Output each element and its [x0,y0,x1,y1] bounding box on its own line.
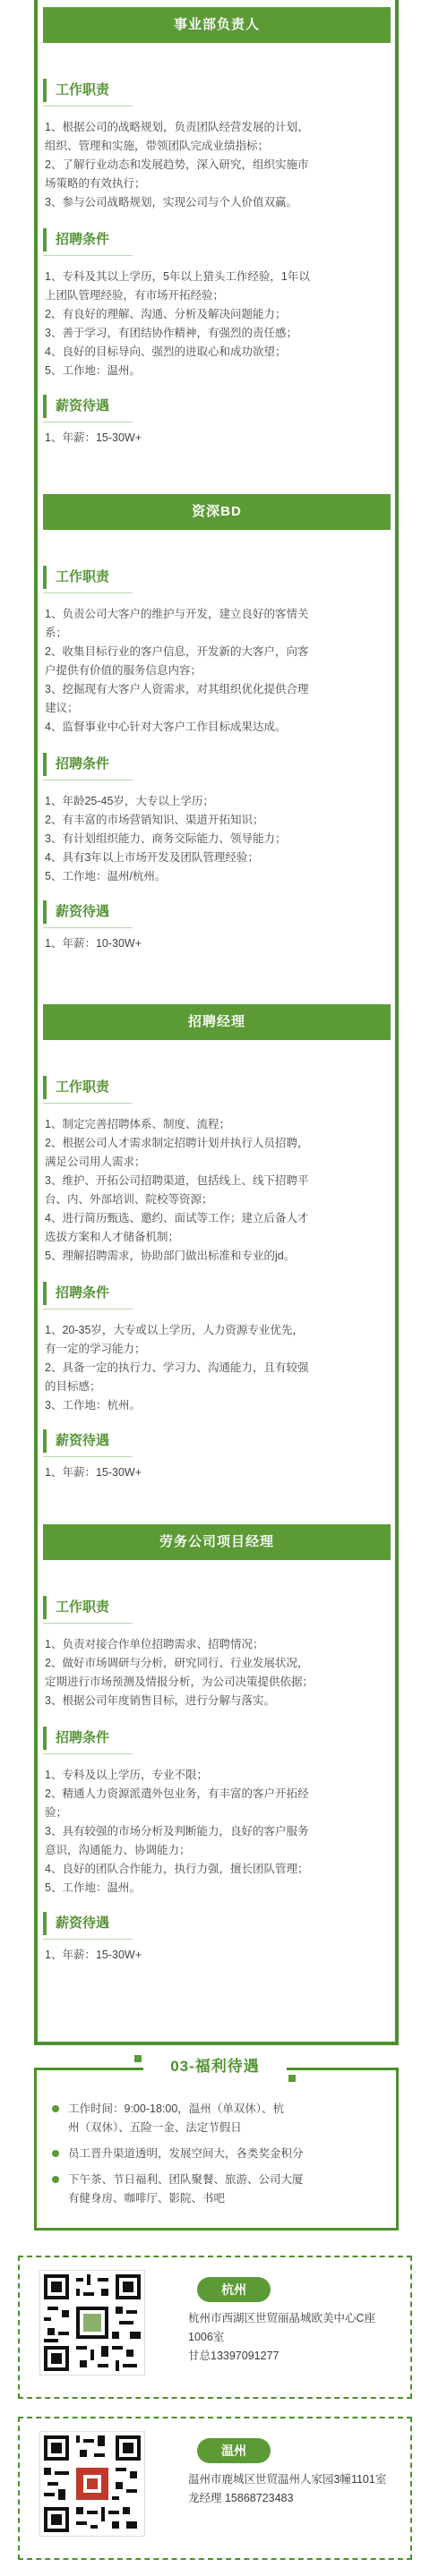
text-line: 有一定的学习能力； [45,1343,146,1355]
section-salary [43,395,391,448]
section-rule [43,106,133,107]
text-line: 2、有丰富的市场营销知识、渠道开拓知识； [45,814,264,826]
contact-card-hangzhou [18,2256,412,2399]
text-line: 1、根据公司的战略规划，负责团队经营发展的计划、 [45,121,309,133]
text-line: 1、制定完善招聘体系、制度、流程； [45,1118,230,1130]
text-line: 2、精通人力资源派遣外包业务，有丰富的客户开拓经 [45,1787,309,1800]
text-line: 4、具有3年以上市场开发及团队管理经验； [45,851,259,864]
contact-card-wenzhou [18,2417,412,2560]
text-line: 上团队管理经验，有市场开拓经验； [45,289,225,302]
text-line: 1、专科及其以上学历，5年以上猎头工作经验，1年以 [45,270,310,283]
section-bar [43,395,47,418]
welfare-item [52,2100,388,2137]
section-rule [43,927,133,928]
section-label: 工作职责 [56,1079,110,1095]
section-salary [43,1912,391,1965]
text-line: 5、工作地：温州。 [45,1881,141,1894]
bullet-dot-icon [52,2176,59,2183]
text-line: 4、监督事业中心针对大客户工作目标成果达成。 [45,721,287,733]
job-card-business-head [43,7,391,448]
section-label: 招聘条件 [56,756,110,772]
section-rule [43,1939,133,1940]
section-rule [43,1753,133,1754]
text-line: 满足公司用人需求； [45,1156,146,1168]
text-line: 2、了解行业动态和发展趋势，深入研究，组织实施市 [45,158,309,171]
section-requirements [43,1727,391,1898]
corner-deco-icon [134,2055,142,2062]
section-label: 薪资待遇 [56,904,110,919]
job-title: 招聘经理 [43,1004,391,1040]
section-requirements [43,228,391,380]
section-label: 工作职责 [56,569,110,584]
section-salary [43,1429,391,1482]
text-line: 3、根据公司年度销售目标，进行分解与落实。 [45,1694,275,1707]
text-line: 3、善于学习，有团结协作精神，有强烈的责任感； [45,327,297,339]
city-badge: 杭州 [197,2277,271,2302]
section-label: 工作职责 [56,82,110,98]
corner-deco-icon [288,2075,296,2082]
text-line: 5、工作地：温州。 [45,364,141,377]
text-line: 定期进行市场预测及情报分析，为公司决策提供依据； [45,1676,314,1688]
text-line: 1、负责公司大客户的维护与开发，建立良好的客情关 [45,608,309,620]
section-label: 薪资待遇 [56,398,110,414]
text-line: 3、工作地：杭州。 [45,1399,141,1412]
text-line: 1、年薪：15-30W+ [45,1466,142,1479]
contact-phone[interactable]: 龙经理 15868723483 [188,2492,294,2504]
section-bar [43,1282,47,1305]
section-salary [43,900,391,953]
section-rule [43,1103,133,1104]
bullet-dot-icon [52,2150,59,2157]
section-label: 工作职责 [56,1599,110,1615]
frame-bottom-border [34,2042,399,2045]
text-line: 1、年龄25-45岁，大专以上学历； [45,795,214,807]
welfare-item [52,2145,388,2163]
text-line: 2、有良好的理解、沟通、分析及解决问题能力； [45,308,287,320]
job-card-senior-bd [43,494,391,953]
text-line: 4、良好的团队合作能力，执行力强，擅长团队管理； [45,1863,309,1875]
section-bar [43,1912,47,1935]
text-line: 4、良好的目标导向、强烈的进取心和成功欲望； [45,345,287,358]
job-card-labor-pm [43,1524,391,1965]
section-label: 招聘条件 [56,1730,110,1745]
city-badge: 温州 [197,2438,271,2463]
welfare-title-wrap [143,2051,287,2082]
section-rule [43,255,133,256]
text-line: 1、年薪：15-30W+ [45,1949,142,1961]
section-bar [43,566,47,589]
text-line: 2、收集目标行业的客户信息，开发新的大客户，向客 [45,645,309,658]
welfare-text: 工作时间：9:00-18:00，温州（单双休）、杭 [68,2103,285,2115]
job-title: 资深BD [43,494,391,530]
text-line: 1、年薪：10-30W+ [45,937,142,950]
job-card-recruiting-manager [43,1004,391,1482]
section-duties [43,79,391,212]
section-bar [43,1429,47,1453]
section-duties [43,1596,391,1710]
address-line: 1006室 [188,2331,225,2343]
text-line: 3、维护、开拓公司招聘渠道，包括线上、线下招聘平 [45,1174,309,1187]
text-line: 系； [45,627,68,639]
text-line: 4、进行简历甄选、邀约、面试等工作；建立后备人才 [45,1212,309,1224]
text-line: 3、有计划组织能力、商务交际能力、领导能力； [45,832,287,845]
text-line: 建议； [45,702,79,714]
address-line: 杭州市西湖区世贸丽晶城欧美中心C座 [188,2312,376,2324]
welfare-text: 员工晋升渠道透明，发展空间大，各类奖金积分 [68,2147,304,2160]
section-label: 薪资待遇 [56,1433,110,1448]
section-label: 薪资待遇 [56,1915,110,1931]
job-title: 事业部负责人 [43,7,391,43]
contact-phone[interactable]: 甘总13397091277 [188,2350,280,2362]
job-title: 劳务公司项目经理 [43,1524,391,1560]
section-bar [43,900,47,924]
section-bar [43,753,47,776]
text-line: 验； [45,1806,68,1819]
bullet-dot-icon [52,2105,59,2112]
text-line: 场策略的有效执行； [45,177,146,190]
welfare-list [52,2100,388,2215]
text-line: 1、年薪：15-30W+ [45,431,142,444]
welfare-item [52,2171,388,2208]
welfare-text: 有健身房、咖啡厅、影院、书吧 [68,2192,226,2205]
text-line: 1、专科及以上学历，专业不限； [45,1769,208,1781]
welfare-text: 下午茶、节日福利、团队聚餐、旅游、公司大厦 [68,2173,304,2186]
text-line: 组织、管理和实施，带领团队完成业绩指标； [45,140,270,152]
text-line: 2、根据公司人才需求制定招聘计划并执行人员招聘， [45,1137,309,1149]
text-line: 2、具备一定的执行力、学习力、沟通能力，且有较强 [45,1361,309,1374]
section-bar [43,1076,47,1099]
text-line: 3、参与公司战略规划，实现公司与个人价值双赢。 [45,196,297,209]
section-requirements [43,1282,391,1415]
text-line: 5、理解招聘需求，协助部门做出标准和专业的jd。 [45,1250,296,1262]
section-label: 招聘条件 [56,232,110,247]
section-rule [43,1456,133,1457]
welfare-title: 03-福利待遇 [170,2058,260,2075]
frame-right-border [395,0,399,2045]
address-line: 温州市鹿城区世贸温州人家园3幢1101室 [188,2473,387,2486]
text-line: 3、挖掘现有大客户人资需求，对其组织优化提供合理 [45,683,309,695]
frame-left-border [34,0,38,2045]
text-line: 户提供有价值的服务信息内容； [45,664,202,677]
section-label: 招聘条件 [56,1285,110,1301]
text-line: 5、工作地：温州/杭州。 [45,870,167,883]
text-line: 台、内、外部培训、院校等资源； [45,1193,213,1206]
section-requirements [43,753,391,886]
contact-address [188,2309,396,2366]
text-line: 2、做好市场调研与分析，研究同行、行业发展状况， [45,1657,309,1669]
section-bar [43,79,47,102]
welfare-text: 州（双休）、五险一金、法定节假日 [68,2121,242,2134]
text-line: 3、具有较强的市场分析及判断能力，良好的客户服务 [45,1825,309,1838]
qr-code-icon [39,2270,145,2376]
text-line: 1、20-35岁，大专或以上学历，人力资源专业优先， [45,1324,304,1336]
contact-address [188,2470,396,2508]
text-line: 意识，沟通能力、协调能力； [45,1844,191,1856]
section-bar [43,1596,47,1619]
text-line: 的目标感； [45,1380,101,1393]
text-line: 选拔方案和人才储备机制； [45,1231,180,1243]
text-line: 1、负责对接合作单位招聘需求、招聘情况； [45,1638,264,1651]
section-duties [43,1076,391,1266]
section-rule [43,1623,133,1624]
qr-code-icon [39,2431,145,2537]
section-bar [43,228,47,252]
section-bar [43,1727,47,1750]
section-duties [43,566,391,737]
